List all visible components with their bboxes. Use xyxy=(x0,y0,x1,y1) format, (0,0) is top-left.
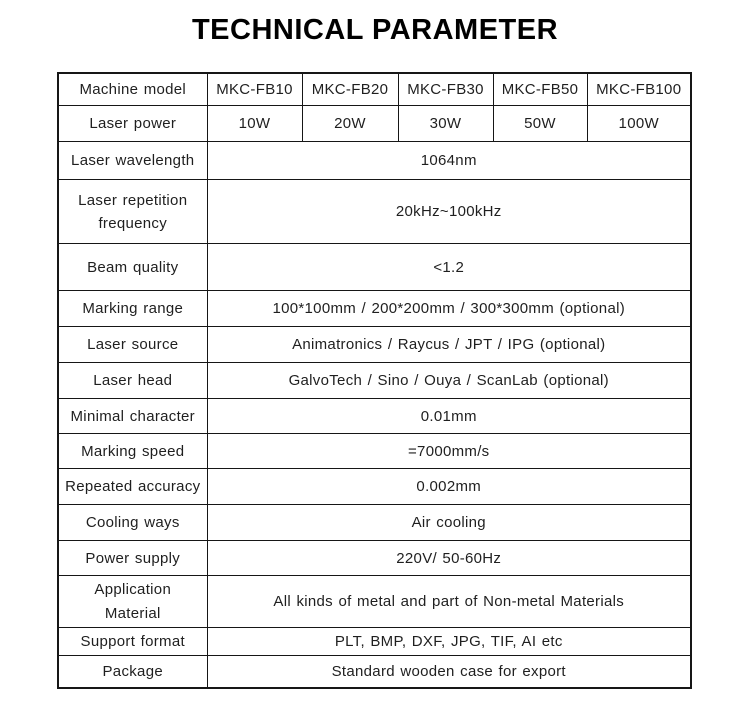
spec-label-cell: Laser source xyxy=(58,327,207,363)
table-row-machine-model xyxy=(58,73,691,106)
spec-value-cell: 0.002mm xyxy=(207,469,691,505)
spec-label-cell: Minimal character xyxy=(58,399,207,434)
spec-value-cell: All kinds of metal and part of Non-metal Materials xyxy=(207,576,691,628)
spec-value-cell: MKC-FB30 xyxy=(398,73,493,106)
spec-label-cell: Laser head xyxy=(58,363,207,399)
spec-value-cell: Standard wooden case for export xyxy=(207,656,691,688)
table-row-repeated-accuracy xyxy=(58,469,691,505)
table-row-laser-repetition-frequency xyxy=(58,180,691,244)
spec-label-cell: Application Material xyxy=(58,576,207,628)
table-row-laser-power xyxy=(58,106,691,142)
table-row-laser-wavelength xyxy=(58,142,691,180)
spec-label-cell: Machine model xyxy=(58,73,207,106)
spec-label-cell: Package xyxy=(58,656,207,688)
spec-value-cell: 100*100mm / 200*200mm / 300*300mm (optional) xyxy=(207,291,691,327)
table-row-marking-speed xyxy=(58,434,691,469)
spec-value-cell: 20kHz~100kHz xyxy=(207,180,691,244)
table-row-laser-source xyxy=(58,327,691,363)
table-row-minimal-character xyxy=(58,399,691,434)
table-row-power-supply xyxy=(58,541,691,576)
table-row-cooling-ways xyxy=(58,505,691,541)
spec-sheet-page xyxy=(0,15,750,689)
spec-label-cell: Marking speed xyxy=(58,434,207,469)
spec-value-cell: GalvoTech / Sino / Ouya / ScanLab (optional) xyxy=(207,363,691,399)
spec-value-cell: PLT, BMP, DXF, JPG, TIF, AI etc xyxy=(207,627,691,655)
spec-label-cell: Laser wavelength xyxy=(58,142,207,180)
spec-label-cell: Laser repetition frequency xyxy=(58,180,207,244)
spec-value-cell: MKC-FB50 xyxy=(493,73,587,106)
technical-parameter-table xyxy=(57,72,692,689)
spec-label-cell: Beam quality xyxy=(58,244,207,291)
table-row-support-format xyxy=(58,627,691,655)
spec-value-cell: 1064nm xyxy=(207,142,691,180)
table-row-marking-range xyxy=(58,291,691,327)
spec-value-cell: 30W xyxy=(398,106,493,142)
spec-value-cell: Animatronics / Raycus / JPT / IPG (optional) xyxy=(207,327,691,363)
table-row-application-material xyxy=(58,576,691,628)
spec-value-cell: Air cooling xyxy=(207,505,691,541)
table-row-package xyxy=(58,656,691,688)
spec-value-cell: =7000mm/s xyxy=(207,434,691,469)
spec-value-cell: 0.01mm xyxy=(207,399,691,434)
spec-label-cell: Marking range xyxy=(58,291,207,327)
spec-value-cell: 50W xyxy=(493,106,587,142)
spec-label-cell: Cooling ways xyxy=(58,505,207,541)
table-row-laser-head xyxy=(58,363,691,399)
page-title: TECHNICAL PARAMETER xyxy=(191,14,559,46)
spec-label-cell: Laser power xyxy=(58,106,207,142)
spec-label-cell: Support format xyxy=(58,627,207,655)
spec-label-cell: Power supply xyxy=(58,541,207,576)
spec-value-cell: <1.2 xyxy=(207,244,691,291)
spec-value-cell: 10W xyxy=(207,106,302,142)
spec-value-cell: 100W xyxy=(587,106,691,142)
spec-value-cell: MKC-FB10 xyxy=(207,73,302,106)
spec-value-cell: 220V/ 50-60Hz xyxy=(207,541,691,576)
spec-value-cell: MKC-FB100 xyxy=(587,73,691,106)
table-row-beam-quality xyxy=(58,244,691,291)
spec-label-cell: Repeated accuracy xyxy=(58,469,207,505)
spec-value-cell: MKC-FB20 xyxy=(302,73,398,106)
spec-value-cell: 20W xyxy=(302,106,398,142)
